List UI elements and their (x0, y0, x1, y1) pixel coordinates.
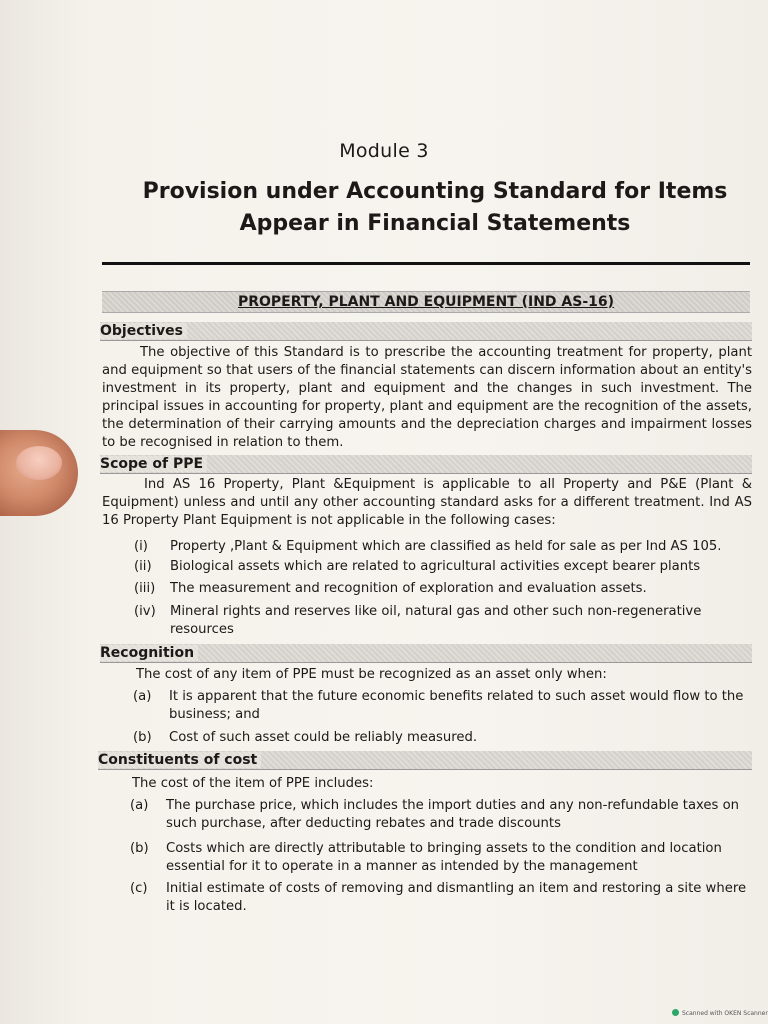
objectives-text: The objective of this Standard is to prescribe the accounting treatment for property, plant and equipment so that users of the financial statements can discern information about an entity's investment in its property, plant and equipment and the changes in such investment. The principal issues in accounting for property, plant and equipment are the recognition of the assets, the determination of their carrying amounts and the depreciation charges and impairment losses to be recognised in relation to them. (102, 345, 752, 450)
banner-text: PROPERTY, PLANT AND EQUIPMENT (IND AS-16) (237, 294, 615, 310)
list-item-text: Mineral rights and reserves like oil, natural gas and other such non-regenerative resources (170, 604, 702, 637)
list-item-number: (i) (134, 539, 148, 554)
list-item-number: (iv) (134, 604, 156, 619)
title-line-1: Provision under Accounting Standard for Items (142, 179, 728, 204)
list-item-text: It is apparent that the future economic benefits related to such asset would flow to the business; and (169, 689, 744, 722)
scanner-watermark: Scanned with OKEN Scanner (682, 1010, 768, 1017)
list-item (134, 580, 764, 598)
section-banner (102, 291, 750, 313)
list-item-number: (ii) (134, 559, 152, 574)
list-item-text: Biological assets which are related to agricultural activities except bearer plants (170, 559, 701, 574)
list-item (130, 880, 760, 916)
list-item-text: Costs which are directly attributable to bringing assets to the condition and location essential for it to operate in a manner as intended by the management (166, 841, 722, 874)
list-item-number: (b) (133, 730, 152, 745)
constituents-heading: Constituents of cost (98, 751, 752, 770)
module-heading: Module 3 (339, 140, 429, 162)
recognition-heading: Recognition (100, 644, 752, 663)
list-item (133, 688, 763, 724)
list-item (130, 797, 760, 833)
list-item-text: Initial estimate of costs of removing and dismantling an item and restoring a site where it is located. (166, 881, 747, 914)
list-item (133, 729, 763, 747)
finger-nail (16, 446, 62, 480)
objectives-heading: Objectives (100, 322, 752, 341)
list-item-number: (a) (130, 798, 149, 813)
list-item-text: Cost of such asset could be reliably measured. (169, 730, 478, 745)
list-item-text: The purchase price, which includes the import duties and any non-refundable taxes on such purchase, after deducting rebates and trade discounts (166, 798, 740, 831)
scope-heading: Scope of PPE (100, 455, 752, 474)
list-item (134, 538, 764, 556)
recognition-text: The cost of any item of PPE must be recognized as an asset only when: (136, 667, 607, 682)
list-item-number: (a) (133, 689, 152, 704)
title-line-2: Appear in Financial Statements (239, 211, 631, 236)
list-item-number: (c) (130, 881, 148, 896)
page-title (110, 176, 760, 240)
constituents-text: The cost of the item of PPE includes: (132, 776, 374, 791)
list-item (134, 603, 764, 639)
list-item-number: (iii) (134, 581, 156, 596)
list-item (130, 840, 760, 876)
title-rule (102, 262, 750, 265)
list-item (134, 558, 764, 576)
list-item-text: The measurement and recognition of exploration and evaluation assets. (170, 581, 647, 596)
scanner-logo-icon (672, 1009, 679, 1016)
list-item-text: Property ,Plant & Equipment which are classified as held for sale as per Ind AS 105. (170, 539, 722, 554)
scope-text: Ind AS 16 Property, Plant &Equipment is applicable to all Property and P&E (Plant & Equipment) unless and until any other accounting standard asks for a different treatment. Ind AS 16 Property Plant Equipment is not applicable in the following cases: (102, 477, 752, 528)
list-item-number: (b) (130, 841, 149, 856)
